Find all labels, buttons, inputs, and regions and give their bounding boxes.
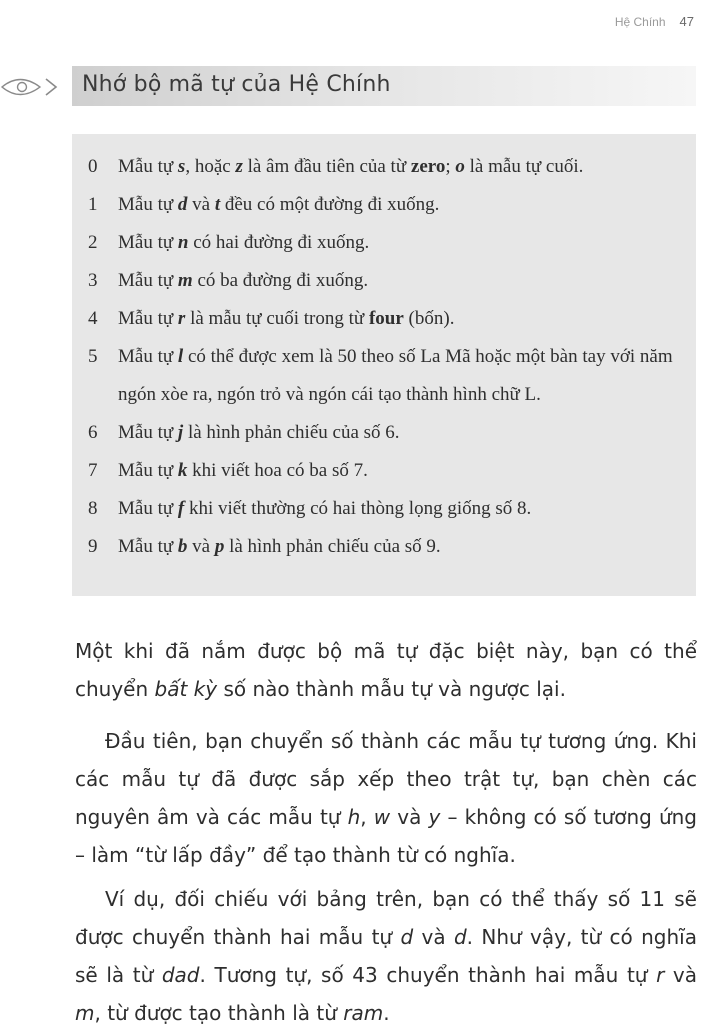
code-item xyxy=(72,262,696,300)
text-run: có thể được xem là 50 theo số La Mã hoặc một bàn tay với năm ngón xòe ra, ngón trỏ và ngón cái tạo thành hình chữ L. xyxy=(118,346,673,405)
code-digit: 0 xyxy=(88,156,98,177)
code-item xyxy=(72,452,696,490)
text-run: là mẫu tự cuối. xyxy=(464,156,584,177)
code-item xyxy=(72,528,696,566)
paragraph-2 xyxy=(75,722,697,874)
text-run: Mẫu tự xyxy=(118,232,178,253)
section-title: Nhớ bộ mã tự của Hệ Chính xyxy=(82,72,391,97)
text-run: Mẫu tự xyxy=(118,536,178,557)
code-digit: 8 xyxy=(88,498,98,519)
text-run: có ba đường đi xuống. xyxy=(192,270,369,291)
text-run: . Tương tự, số 43 chuyển thành hai mẫu tự xyxy=(199,963,657,987)
text-run: r xyxy=(656,963,665,987)
eye-icon xyxy=(0,72,70,102)
code-description xyxy=(118,232,369,253)
text-run: , từ được tạo thành là từ xyxy=(94,1001,344,1025)
text-run: Mẫu tự xyxy=(118,270,178,291)
text-run: n xyxy=(177,232,189,253)
text-run: m xyxy=(75,1001,95,1025)
code-digit: 4 xyxy=(88,308,98,329)
code-item xyxy=(72,224,696,262)
text-run: k xyxy=(177,460,188,481)
text-run: o xyxy=(455,156,465,177)
code-digit: 1 xyxy=(88,194,98,215)
code-item xyxy=(72,186,696,224)
code-digit: 3 xyxy=(88,270,98,291)
text-run: r xyxy=(177,308,186,329)
code-description xyxy=(118,422,400,443)
text-run: Một khi đã nắm được bộ mã tự đặc biệt này, bạn có thể chuyển xyxy=(75,639,697,701)
running-header xyxy=(615,14,694,29)
code-description xyxy=(118,460,368,481)
code-description xyxy=(118,156,583,177)
text-run: là âm đầu tiên của từ xyxy=(242,156,411,177)
code-list xyxy=(72,134,696,566)
text-run: khi viết thường có hai thòng lọng giống số 8. xyxy=(184,498,532,519)
code-item xyxy=(72,300,696,338)
text-run: Đầu tiên, bạn chuyển số thành các mẫu tự tương ứng. Khi các mẫu tự đã được sắp xếp theo trật tự, bạn chèn các nguyên âm và các mẫu tự xyxy=(75,729,697,829)
text-run: p xyxy=(214,536,225,557)
text-run: Mẫu tự xyxy=(118,460,178,481)
code-digit: 6 xyxy=(88,422,98,443)
code-digit: 2 xyxy=(88,232,98,253)
code-description xyxy=(118,536,441,557)
page-number: 47 xyxy=(679,14,694,29)
code-description xyxy=(118,270,368,291)
text-run: . Như vậy, từ có nghĩa sẽ là từ xyxy=(75,925,697,987)
code-item xyxy=(72,414,696,452)
text-run: có hai đường đi xuống. xyxy=(188,232,370,253)
text-run: Mẫu tự xyxy=(118,422,178,443)
text-run: khi viết hoa có ba số 7. xyxy=(187,460,368,481)
text-run: b xyxy=(177,536,188,557)
text-run: l xyxy=(177,346,184,367)
text-run: four xyxy=(368,308,404,329)
text-run: và xyxy=(187,194,215,215)
text-run: d xyxy=(177,194,188,215)
section-heading xyxy=(0,62,704,112)
text-run: Mẫu tự xyxy=(118,308,178,329)
text-run: và xyxy=(390,805,429,829)
text-run: j xyxy=(177,422,184,443)
text-run: là hình phản chiếu của số 9. xyxy=(224,536,441,557)
text-run: Mẫu tự xyxy=(118,346,178,367)
code-item xyxy=(72,338,696,414)
text-run: , hoặc xyxy=(185,156,236,177)
text-run: . xyxy=(383,1001,390,1025)
code-item xyxy=(72,148,696,186)
text-run: là hình phản chiếu của số 6. xyxy=(183,422,400,443)
text-run: w xyxy=(373,805,391,829)
text-run: zero xyxy=(410,156,446,177)
code-digit: 9 xyxy=(88,536,98,557)
text-run: Mẫu tự xyxy=(118,194,178,215)
text-run: d xyxy=(453,925,467,949)
text-run: h xyxy=(347,805,361,829)
text-run: , xyxy=(360,805,374,829)
code-table xyxy=(72,134,696,596)
running-title: Hệ Chính xyxy=(614,15,666,29)
text-run: và xyxy=(413,925,454,949)
text-run: y xyxy=(428,805,441,829)
text-run: Mẫu tự xyxy=(118,498,178,519)
text-run: t xyxy=(214,194,221,215)
text-run: và xyxy=(664,963,697,987)
text-run: dad xyxy=(161,963,200,987)
code-description xyxy=(118,308,454,329)
text-run: và xyxy=(187,536,215,557)
code-digit: 5 xyxy=(88,346,98,367)
text-run: z xyxy=(235,156,243,177)
code-description xyxy=(118,194,439,215)
text-run: d xyxy=(400,925,414,949)
text-run: Ví dụ, đối chiếu với bảng trên, bạn có thể thấy số 11 sẽ được chuyển thành hai mẫu tự xyxy=(75,887,697,949)
text-run: ram xyxy=(343,1001,384,1025)
text-run: đều có một đường đi xuống. xyxy=(220,194,440,215)
text-run: ; xyxy=(445,156,456,177)
text-run: (bốn). xyxy=(403,308,455,329)
text-run: m xyxy=(177,270,193,291)
text-run: s xyxy=(177,156,186,177)
paragraph-3 xyxy=(75,880,697,1032)
code-description xyxy=(118,498,531,519)
text-run: bất kỳ xyxy=(154,677,218,701)
code-item xyxy=(72,490,696,528)
text-run: f xyxy=(177,498,185,519)
paragraph-1 xyxy=(75,632,697,708)
code-description xyxy=(118,346,673,405)
text-run: Mẫu tự xyxy=(118,156,178,177)
text-run: là mẫu tự cuối trong từ xyxy=(185,308,369,329)
code-digit: 7 xyxy=(88,460,98,481)
text-run: – không có số tương ứng – làm “từ lấp đầy” để tạo thành từ có nghĩa. xyxy=(75,805,697,867)
text-run: số nào thành mẫu tự và ngược lại. xyxy=(217,677,566,701)
